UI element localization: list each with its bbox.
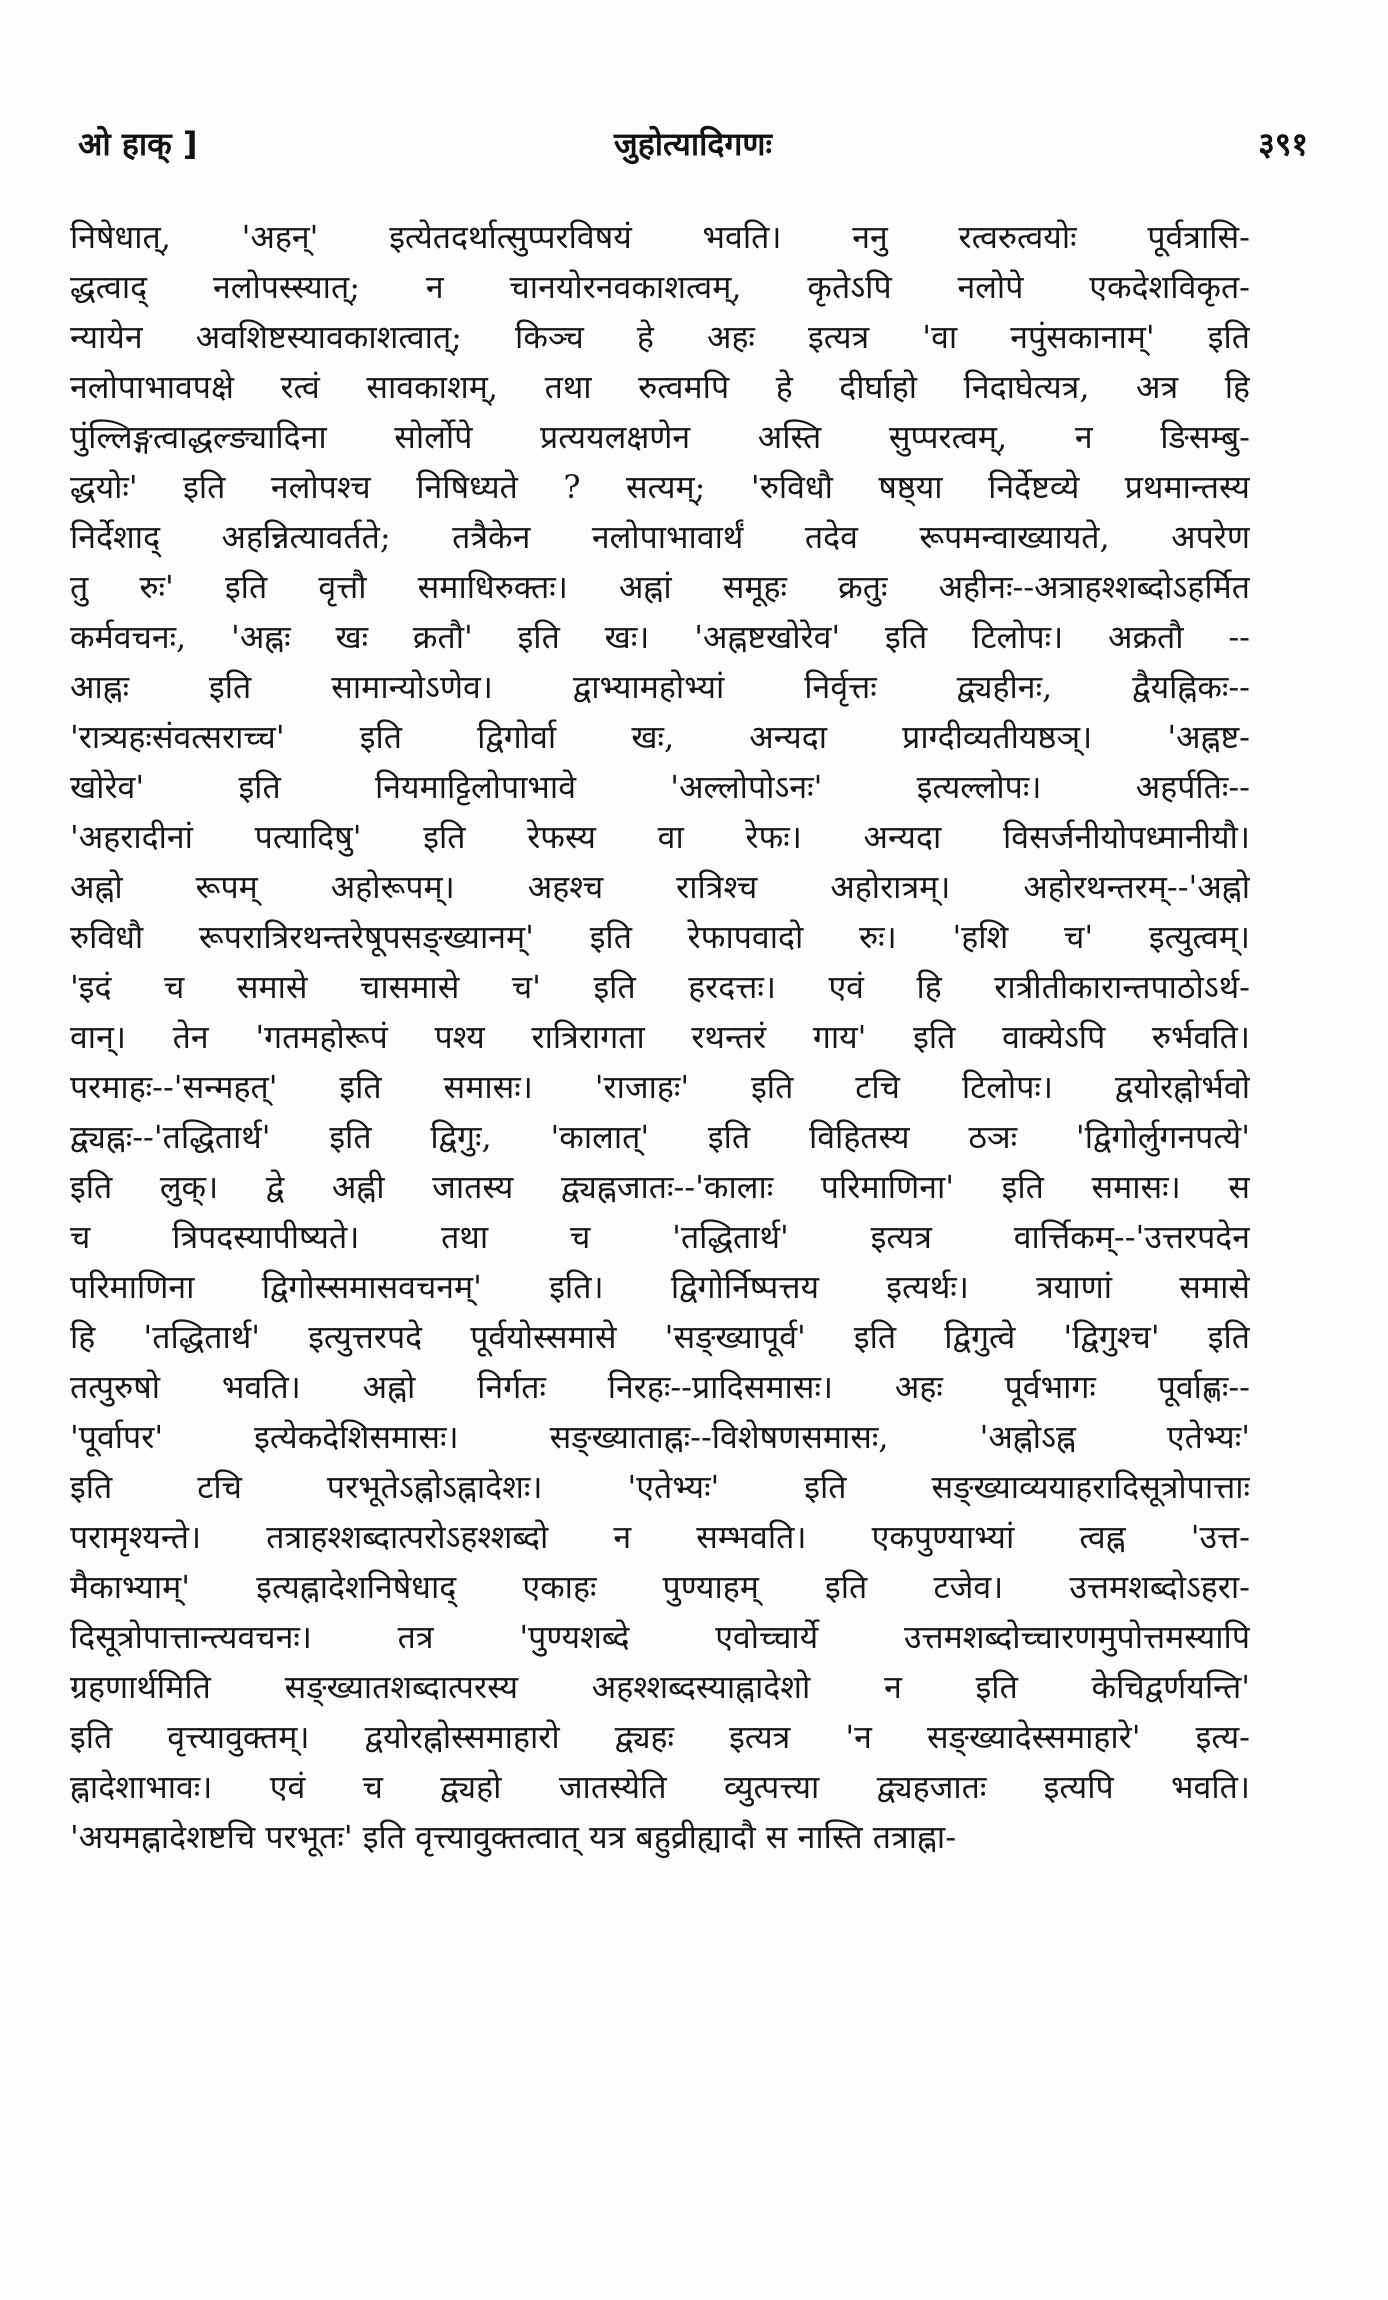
text-line: पुंल्लिङ्गत्वाद्धल्ङ्यादिना सोर्लोपे प्रत्ययलक्षणेन अस्ति सुप्परत्वम्, न ङिसम्बु- <box>70 418 1250 456</box>
text-line: मैकाभ्याम्' इत्यह्नादेशनिषेधाद् एकाहः पुण्याहम् इति टजेव। उत्तमशब्दोऽहरा- <box>70 1568 1250 1606</box>
text-line: परमाहः--'सन्महत्' इति समासः। 'राजाहः' इति टचि टिलोपः। द्वयोरह्नोर्भवो <box>70 1068 1250 1106</box>
text-line: ग्रहणार्थमिति सङ्ख्यातशब्दात्परस्य अहश्शब्दस्याह्नादेशो न इति केचिद्वर्णयन्ति' <box>70 1668 1250 1706</box>
text-line: नलोपाभावपक्षे रत्वं सावकाशम्, तथा रुत्वमपि हे दीर्घाहो निदाघेत्यत्र, अत्र हि <box>70 368 1250 406</box>
text-line: रुविधौ रूपरात्रिरथन्तरेषूपसङ्ख्यानम्' इति रेफापवादो रुः। 'हशि च' इत्युत्वम्। <box>70 918 1250 956</box>
text-line: अह्नो रूपम् अहोरूपम्। अहश्च रात्रिश्च अहोरात्रम्। अहोरथन्तरम्--'अह्नो <box>70 868 1250 906</box>
text-line: कर्मवचनः, 'अह्नः खः क्रतौ' इति खः। 'अह्नष्टखोरेव' इति टिलोपः। अक्रतौ -- <box>70 618 1250 656</box>
text-line: 'अहरादीनां पत्यादिषु' इति रेफस्य वा रेफः। अन्यदा विसर्जनीयोपध्मानीयौ। <box>70 818 1250 856</box>
text-line: निर्देशाद् अहन्नित्यावर्तते; तत्रैकेन नलोपाभावार्थं तदेव रूपमन्वाख्यायते, अपरेण <box>70 518 1250 556</box>
text-line: तत्पुरुषो भवति। अह्नो निर्गतः निरहः--प्रादिसमासः। अहः पूर्वभागः पूर्वाह्णः-- <box>70 1368 1250 1406</box>
text-line: न्यायेन अवशिष्टस्यावकाशत्वात्; किञ्च हे अहः इत्यत्र 'वा नपुंसकानाम्' इति <box>70 318 1250 356</box>
text-line: आह्नः इति सामान्योऽणेव। द्वाभ्यामहोभ्यां निर्वृत्तः द्व्यहीनः, द्वैयह्निकः-- <box>70 668 1250 706</box>
page-number: ३९१ <box>1258 125 1308 163</box>
text-line: 'अयमह्नादेशष्टचि परभूतः' इति वृत्त्यावुक्तत्वात् यत्र बहुव्रीह्यादौ स नास्ति तत्राह्ना- <box>70 1818 957 1856</box>
text-line: दिसूत्रोपात्तान्त्यवचनः। तत्र 'पुण्यशब्दे एवोच्चार्ये उत्तमशब्दोच्चारणमुपोत्तमस्यापि <box>70 1618 1250 1656</box>
header-chapter-title: जुहोत्यादिगणः <box>613 125 773 163</box>
text-line: हि 'तद्धितार्थ' इत्युत्तरपदे पूर्वयोस्समासे 'सङ्ख्यापूर्व' इति द्विगुत्वे 'द्विगुश्च' इति <box>70 1318 1250 1356</box>
text-line: 'पूर्वापर' इत्येकदेशिसमासः। सङ्ख्याताह्नः--विशेषणसमासः, 'अह्नोऽह्न एतेभ्यः' <box>70 1418 1250 1456</box>
text-line: ह्नादेशाभावः। एवं च द्व्यहो जातस्येति व्युत्पत्त्या द्व्यहजातः इत्यपि भवति। <box>70 1768 1250 1806</box>
text-line: इति वृत्त्यावुक्तम्। द्वयोरह्नोस्समाहारो द्व्यहः इत्यत्र 'न सङ्ख्यादेस्समाहारे' इत्य- <box>70 1718 1250 1756</box>
commentary-text-block <box>70 212 1250 1862</box>
running-header <box>78 122 1308 172</box>
text-line: द्धत्वाद् नलोपस्स्यात्; न चानयोरनवकाशत्वम्, कृतेऽपि नलोपे एकदेशविकृत- <box>70 268 1250 306</box>
text-line: परामृश्यन्ते। तत्राहश्शब्दात्परोऽहश्शब्दो न सम्भवति। एकपुण्याभ्यां त्वह्न 'उत्त- <box>70 1518 1250 1556</box>
text-line: खोरेव' इति नियमाट्टिलोपाभावे 'अल्लोपोऽनः' इत्यल्लोपः। अहर्पतिः-- <box>70 768 1250 806</box>
text-line: 'रात्र्यहःसंवत्सराच्च' इति द्विगोर्वा खः, अन्यदा प्राग्दीव्यतीयष्ठञ्। 'अह्नष्ट- <box>70 718 1250 756</box>
header-section-marker: ओ हाक् ] <box>78 125 198 163</box>
text-line: च त्रिपदस्यापीष्यते। तथा च 'तद्धितार्थ' इत्यत्र वार्त्तिकम्--'उत्तरपदेन <box>70 1218 1250 1256</box>
text-line: निषेधात्, 'अहन्' इत्येतदर्थात्सुप्परविषयं भवति। ननु रत्वरुत्वयोः पूर्वत्रासि- <box>70 218 1250 256</box>
text-line: तु रुः' इति वृत्तौ समाधिरुक्तः। अह्नां समूहः क्रतुः अहीनः--अत्राहश्शब्दोऽहर्मित <box>70 568 1250 606</box>
text-line: इति लुक्। द्वे अह्नी जातस्य द्व्यह्नजातः--'कालाः परिमाणिना' इति समासः। स <box>70 1168 1250 1206</box>
text-line: वान्। तेन 'गतमहोरूपं पश्य रात्रिरागता रथन्तरं गाय' इति वाक्येऽपि रुर्भवति। <box>70 1018 1250 1056</box>
text-line: इति टचि परभूतेऽह्नोऽह्नादेशः। 'एतेभ्यः' इति सङ्ख्याव्ययाहरादिसूत्रोपात्ताः <box>70 1468 1250 1506</box>
text-line: द्व्यह्नः--'तद्धितार्थ' इति द्विगुः, 'कालात्' इति विहितस्य ठञः 'द्विगोर्लुगनपत्ये' <box>70 1118 1250 1156</box>
text-line: परिमाणिना द्विगोस्समासवचनम्' इति। द्विगोर्निष्पत्तय इत्यर्थः। त्रयाणां समासे <box>70 1268 1250 1306</box>
text-line: 'इदं च समासे चासमासे च' इति हरदत्तः। एवं हि रात्रीतीकारान्तपाठोऽर्थ- <box>70 968 1250 1006</box>
text-line: द्धयोः' इति नलोपश्च निषिध्यते ? सत्यम्; 'रुविधौ षष्ठ्या निर्देष्टव्ये प्रथमान्तस्य <box>70 468 1250 506</box>
